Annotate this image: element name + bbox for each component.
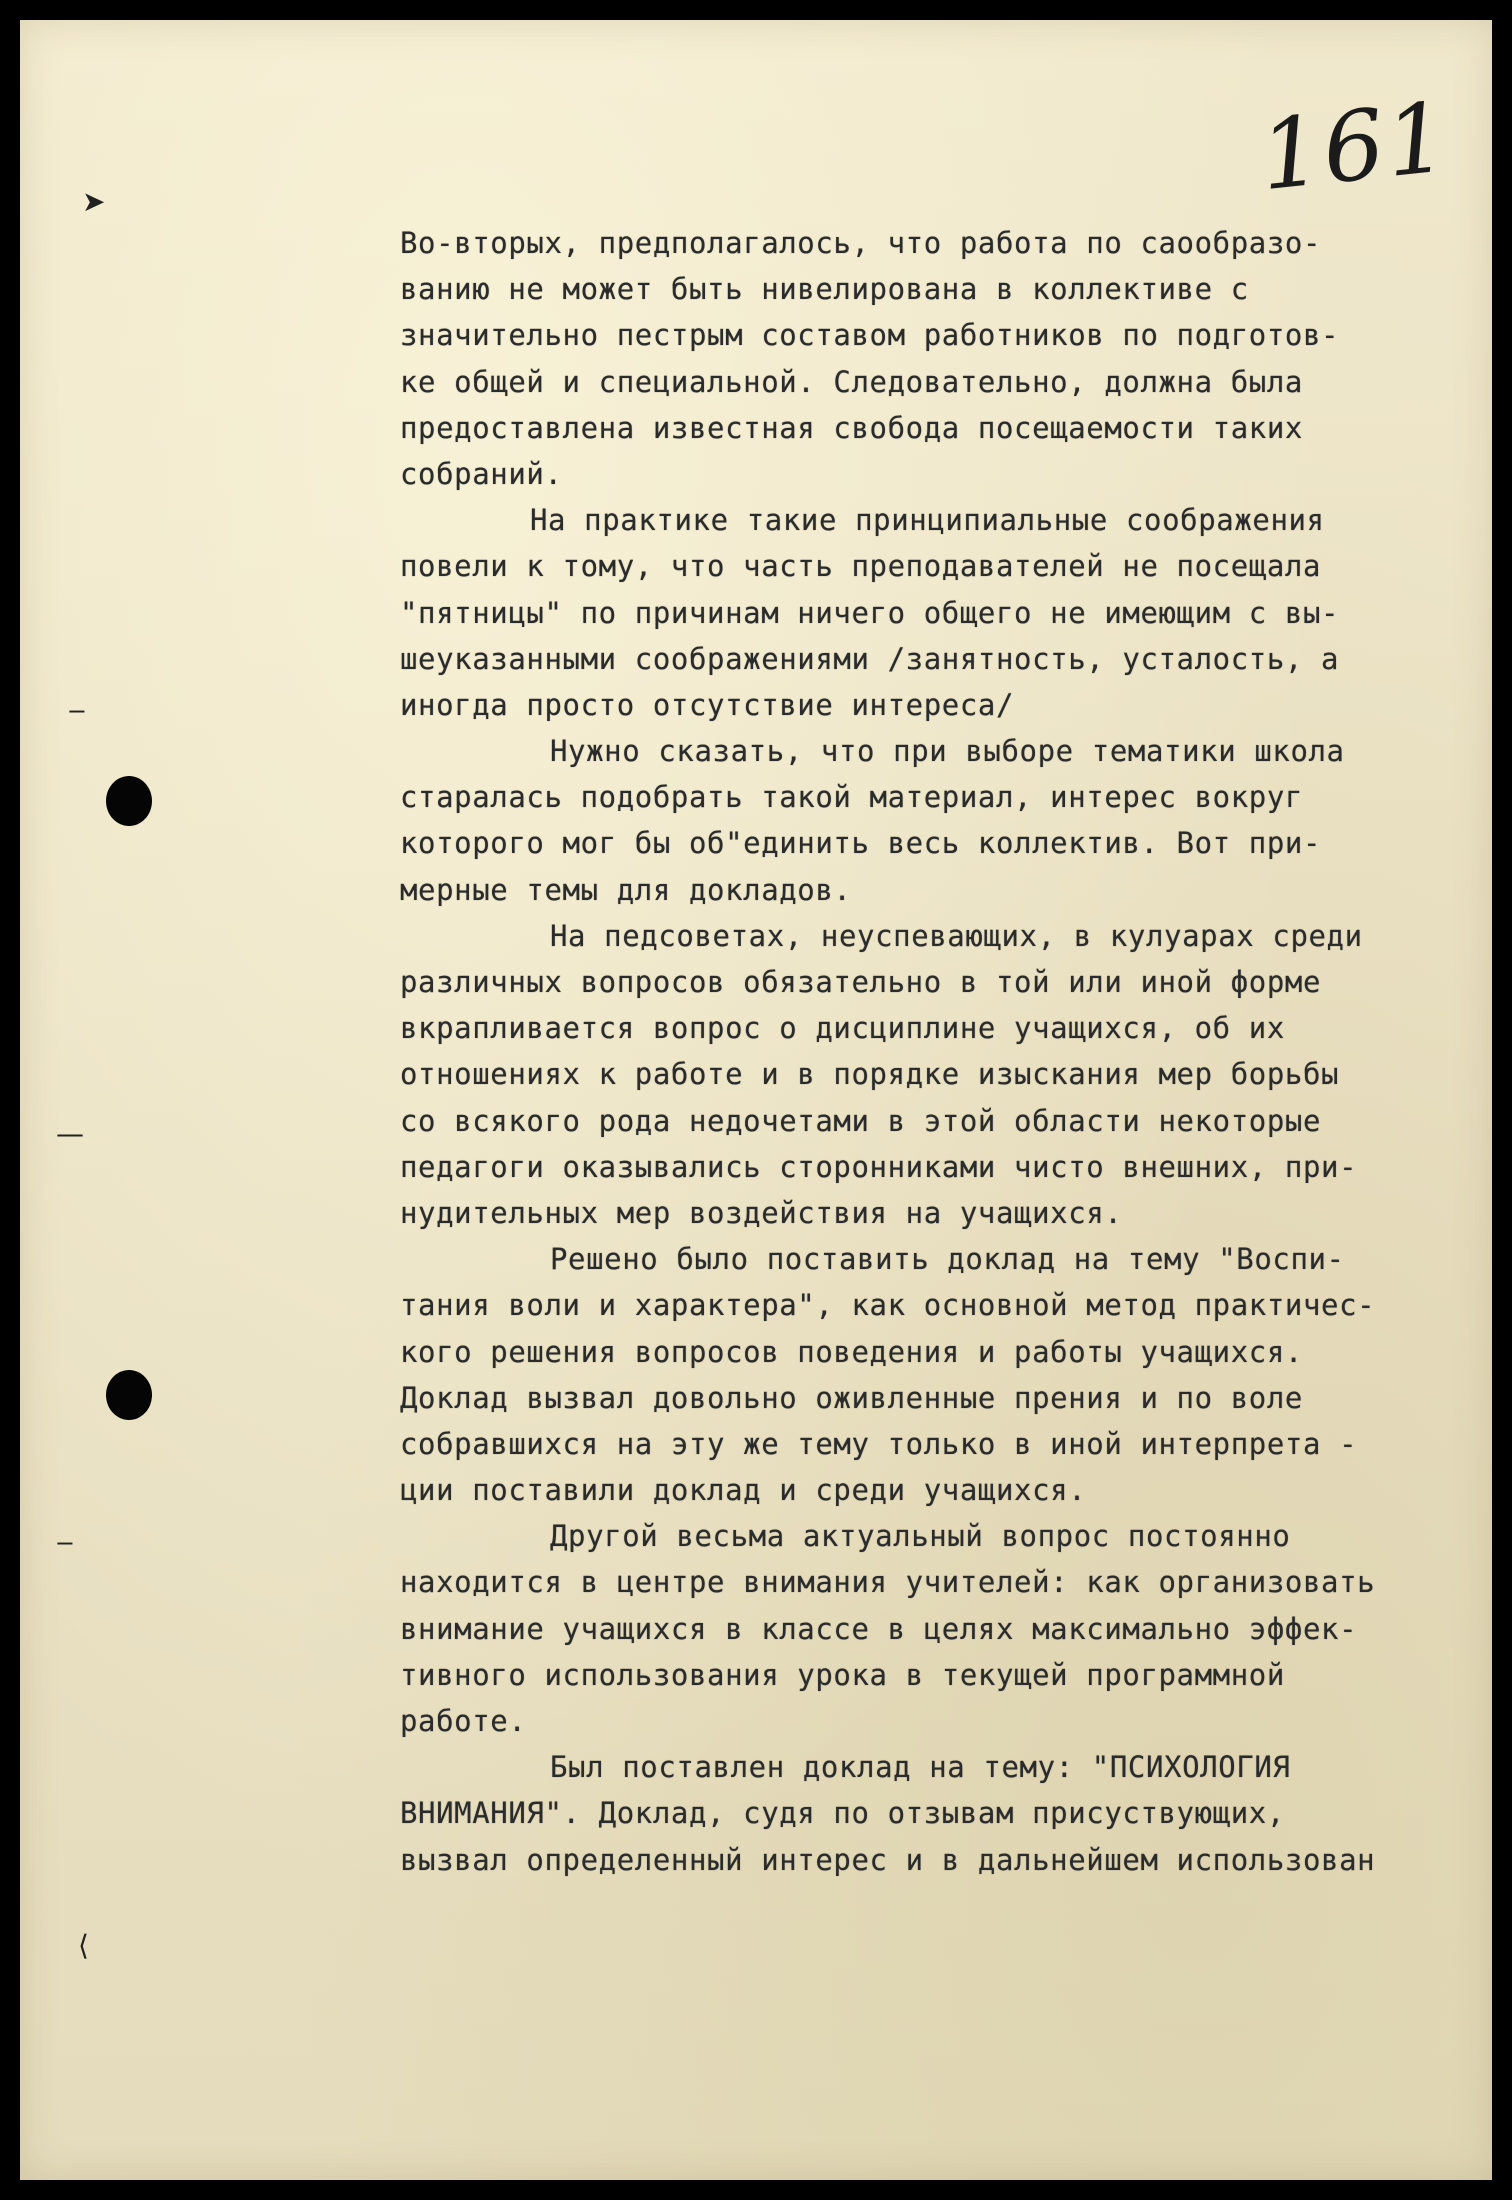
typed-line: повели к тому, что часть преподавателей не посещала: [400, 549, 1322, 584]
typed-line: предоставлена известная свобода посещаемости таких: [400, 410, 1303, 445]
typed-line: ке общей и специальной. Следовательно, должна была: [400, 364, 1303, 399]
binding-hole: [106, 776, 152, 826]
typed-line: Во-вторых, предполагалось, что работа по саообразо-: [400, 226, 1322, 260]
typed-line: ванию не может быть нивелирована в коллективе с: [400, 272, 1249, 307]
margin-tick-mark: ‒: [56, 1525, 74, 1558]
margin-tick-mark: —: [56, 1117, 84, 1150]
margin-tick-mark: ‒: [68, 693, 86, 726]
typed-line: Нужно сказать, что при выборе тематики школа: [550, 734, 1345, 769]
typed-text-body: [400, 220, 1440, 1883]
typed-line: кого решения вопросов поведения и работы учащихся.: [400, 1334, 1303, 1369]
typed-line: со всякого рода недочетами в этой области некоторые: [400, 1103, 1322, 1138]
typed-line: ции поставили доклад и среди учащихся.: [400, 1473, 1087, 1508]
typed-line: нудительных мер воздействия на учащихся.: [400, 1195, 1123, 1230]
typed-line: которого мог бы об"единить весь коллектив. Вот при-: [400, 826, 1322, 861]
margin-tick-mark: ➤: [82, 185, 106, 218]
typed-line: иногда просто отсутствие интереса/: [400, 687, 1015, 722]
typed-line: Доклад вызвал довольно оживленные прения и по воле: [400, 1380, 1303, 1415]
margin-tick-mark: ⟨: [78, 1929, 89, 1962]
typed-line: собравшихся на эту же тему только в иной интерпрета -: [400, 1426, 1358, 1461]
typed-line: тивного использования урока в текущей программной: [400, 1657, 1285, 1692]
typed-line: работе.: [400, 1704, 527, 1738]
typed-line: вызвал определенный интерес и в дальнейшем использован: [400, 1842, 1376, 1877]
typed-line: отношениях к работе и в порядке изыскания мер борьбы: [400, 1057, 1340, 1092]
typed-line: На практике такие принципиальные соображения: [530, 503, 1325, 538]
typed-line: различных вопросов обязательно в той или иной форме: [400, 965, 1322, 999]
typed-line: педагоги оказывались сторонниками чисто внешних, при-: [400, 1149, 1358, 1184]
binding-hole: [106, 1370, 152, 1420]
typed-line: значительно пестрым составом работников по подготов-: [400, 318, 1340, 353]
typed-line: тания воли и характера", как основной метод практичес-: [400, 1288, 1376, 1323]
typed-line: шеуказанными соображениями /занятность, усталость, а: [400, 641, 1340, 676]
typed-line: собраний.: [400, 456, 563, 491]
typed-line: старалась подобрать такой материал, интерес вокруг: [400, 780, 1303, 815]
document-page: [20, 20, 1492, 2180]
typed-line: "пятницы" по причинам ничего общего не имеющим с вы-: [400, 595, 1340, 630]
typed-line: внимание учащихся в классе в целях максимально эффек-: [400, 1611, 1358, 1646]
typed-line: мерные темы для докладов.: [400, 872, 852, 907]
typed-line: На педсоветах, неуспевающих, в кулуарах среди: [550, 918, 1363, 953]
typed-line: находится в центре внимания учителей: как организовать: [400, 1565, 1376, 1600]
typed-line: Другой весьма актуальный вопрос постоянно: [550, 1519, 1291, 1554]
typed-line: Был поставлен доклад на тему: "ПСИХОЛОГИЯ: [550, 1750, 1291, 1785]
typed-line: Решено было поставить доклад на тему "Воспи-: [550, 1242, 1345, 1277]
typed-line: вкрапливается вопрос о дисциплине учащихся, об их: [400, 1011, 1285, 1046]
typed-line: ВНИМАНИЯ". Доклад, судя по отзывам присуствующих,: [400, 1796, 1285, 1831]
handwritten-page-number: 161: [1254, 81, 1455, 213]
